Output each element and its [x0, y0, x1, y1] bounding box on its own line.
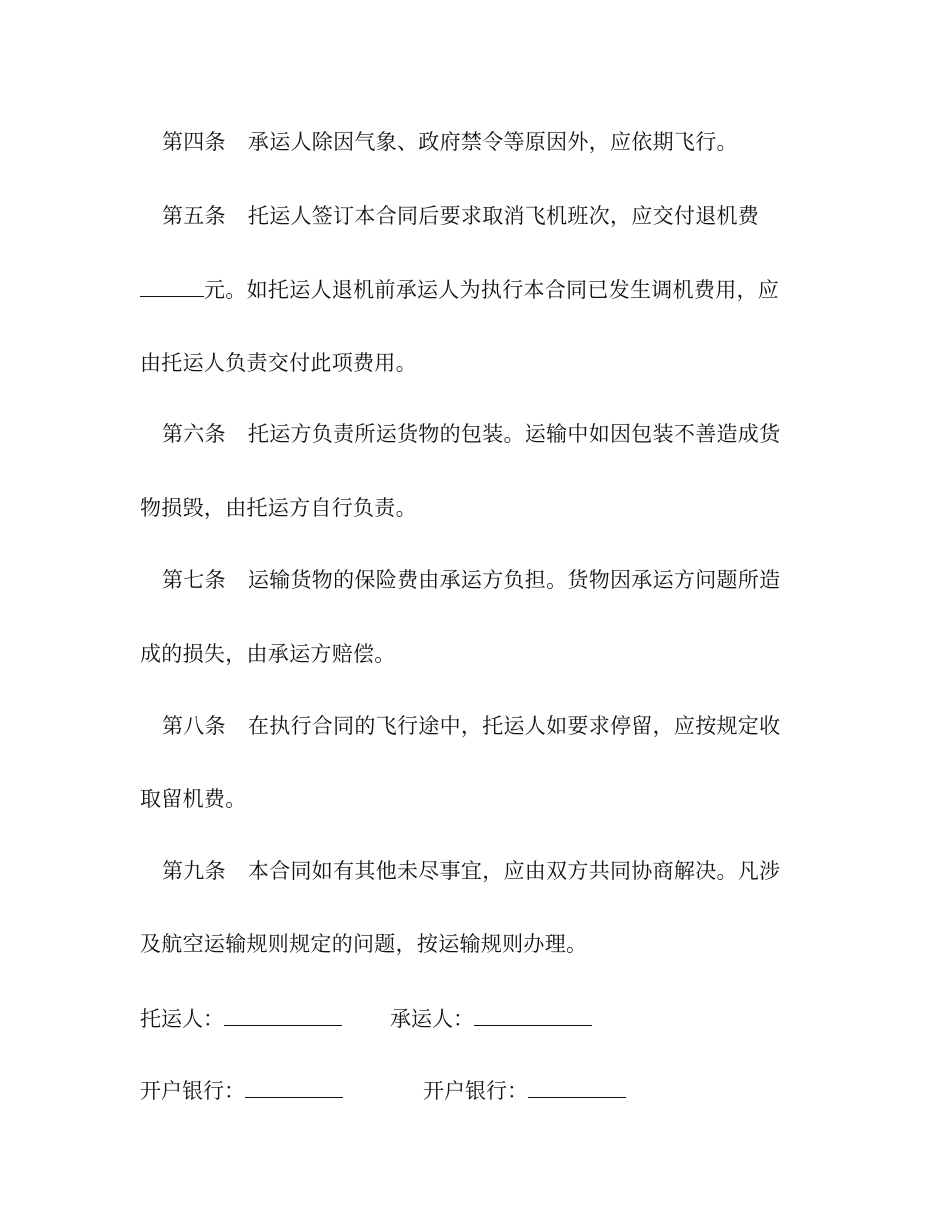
shipper-bank	[140, 1077, 343, 1105]
article-7-text-1: 运输货物的保险费由承运方负担。货物因承运方问题所造	[247, 568, 781, 592]
carrier-field[interactable]	[474, 1005, 592, 1026]
shipper-bank-field[interactable]	[245, 1077, 343, 1098]
shipper-field[interactable]	[224, 1005, 342, 1026]
carrier-label: 承运人：	[390, 1007, 474, 1031]
carrier-bank-field[interactable]	[528, 1077, 626, 1098]
carrier-signature	[390, 1005, 592, 1033]
article-9-number: 第九条	[162, 859, 226, 883]
article-8-line-2	[140, 785, 800, 813]
article-7-number: 第七条	[162, 568, 226, 592]
article-4-line-1	[140, 128, 800, 156]
carrier-bank-label: 开户银行：	[423, 1079, 528, 1103]
article-7-text-2: 成的损失，由承运方赔偿。	[140, 642, 396, 666]
article-9-text-1: 本合同如有其他未尽事宜，应由双方共同协商解决。凡涉	[247, 859, 781, 883]
article-4-number: 第四条	[162, 130, 226, 154]
article-8-number: 第八条	[162, 714, 226, 738]
article-8-line-1	[140, 712, 800, 740]
shipper-bank-label: 开户银行：	[140, 1079, 245, 1103]
article-5-line-3	[140, 349, 800, 377]
article-6-text-2: 物损毁，由托运方自行负责。	[140, 496, 417, 520]
article-6-number: 第六条	[162, 422, 226, 446]
article-6-text-1: 托运方负责所运货物的包装。运输中如因包装不善造成货	[247, 422, 781, 446]
article-7-line-2	[140, 640, 800, 668]
article-5-text-2: 元。如托运人退机前承运人为执行本合同已发生调机费用，应	[204, 278, 780, 302]
article-5-number: 第五条	[162, 204, 226, 228]
article-5-line-2	[140, 276, 800, 304]
shipper-signature	[140, 1005, 342, 1033]
fee-amount-blank[interactable]	[140, 276, 204, 297]
article-7-line-1	[140, 566, 800, 594]
article-5-text-1: 托运人签订本合同后要求取消飞机班次，应交付退机费	[247, 204, 760, 228]
carrier-bank	[423, 1077, 626, 1105]
article-9-line-2	[140, 930, 800, 958]
article-5-line-1	[140, 202, 800, 230]
article-5-text-3: 由托运人负责交付此项费用。	[140, 351, 417, 375]
article-8-text-2: 取留机费。	[140, 787, 247, 811]
article-6-line-1	[140, 420, 800, 448]
article-4-text-1: 承运人除因气象、政府禁令等原因外，应依期飞行。	[247, 130, 738, 154]
article-9-line-1	[140, 857, 800, 885]
article-6-line-2	[140, 494, 800, 522]
article-9-text-2: 及航空运输规则规定的问题，按运输规则办理。	[140, 932, 588, 956]
shipper-label: 托运人：	[140, 1007, 224, 1031]
article-8-text-1: 在执行合同的飞行途中，托运人如要求停留，应按规定收	[247, 714, 781, 738]
